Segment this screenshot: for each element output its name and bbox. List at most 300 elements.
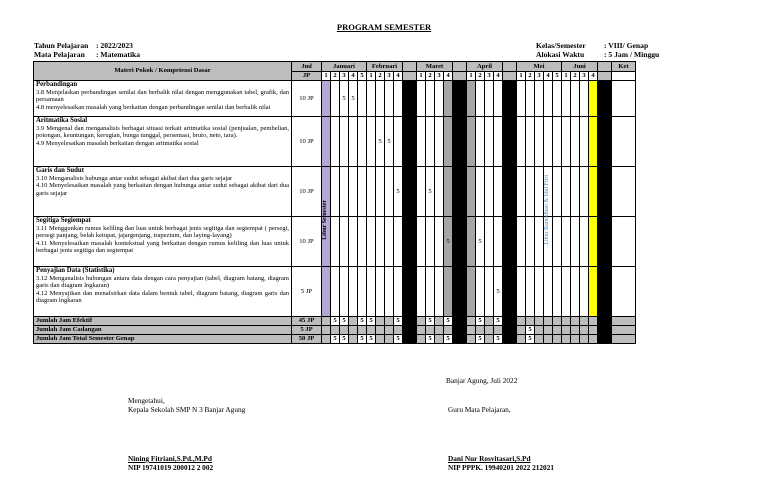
total-week-cell	[535, 317, 544, 326]
week-cell	[444, 81, 453, 117]
week-cell	[417, 117, 426, 167]
week-number: 1	[562, 72, 571, 81]
separator-cell	[403, 326, 417, 335]
total-week-cell	[544, 317, 553, 326]
week-cell	[394, 217, 403, 267]
week-number: 4	[494, 72, 503, 81]
week-cell: 5	[376, 117, 385, 167]
total-week-cell: 5	[394, 317, 403, 326]
total-week-cell	[467, 317, 476, 326]
week-cell: 5	[426, 167, 435, 217]
week-cell	[589, 81, 598, 117]
ket-cell	[612, 167, 636, 217]
week-cell	[535, 267, 544, 317]
total-week-cell	[417, 317, 426, 326]
col-jml-header: Jml	[292, 62, 322, 72]
total-week-cell	[476, 326, 485, 335]
mengetahui-text: Mengetahui,	[128, 396, 165, 405]
total-week-cell	[562, 317, 571, 326]
week-cell	[349, 267, 358, 317]
week-cell	[367, 167, 376, 217]
kompetensi-dasar: 3.12 Menganalisis hubungan antara data dengan cara penyajian (tabel, diagram batang, diagram garis dan diagram lngkaran)	[36, 274, 289, 290]
week-number: 4	[444, 72, 453, 81]
total-week-cell	[589, 335, 598, 344]
week-cell	[476, 117, 485, 167]
header-right	[536, 42, 659, 59]
separator-cell	[598, 217, 612, 267]
week-number: 2	[376, 72, 385, 81]
week-number: 1	[367, 72, 376, 81]
week-cell	[589, 117, 598, 167]
separator-cell	[453, 267, 467, 317]
total-week-cell	[571, 317, 580, 326]
week-number: 3	[385, 72, 394, 81]
week-cell	[358, 217, 367, 267]
kompetensi-dasar: 4.9 Menyelesaikan masalah berkaitan dengan aritmatika sosial	[36, 139, 199, 147]
total-week-cell	[394, 326, 403, 335]
total-label: Jumlah Jam Cadangan	[34, 326, 292, 335]
week-cell	[580, 117, 589, 167]
week-number: 2	[331, 72, 340, 81]
week-number: 3	[435, 72, 444, 81]
week-cell	[589, 217, 598, 267]
week-number: 1	[322, 72, 331, 81]
kelas-label: Kelas/Semester	[536, 41, 586, 50]
kompetensi-dasar: 4.8 menyelesaikan masalah yang berkaitan dengan perbandingan senilai dan berbalik nilai	[36, 103, 271, 111]
ket-cell	[612, 117, 636, 167]
week-cell	[426, 117, 435, 167]
week-cell	[589, 267, 598, 317]
total-row	[34, 326, 636, 335]
total-jp: 5 JP	[292, 326, 322, 335]
ket-cell	[612, 217, 636, 267]
total-week-cell	[485, 326, 494, 335]
total-week-cell: 5	[526, 326, 535, 335]
total-week-cell: 5	[367, 317, 376, 326]
week-cell	[417, 167, 426, 217]
jp-cell: 10 JP	[292, 117, 322, 167]
week-cell: 5	[340, 81, 349, 117]
week-cell	[517, 117, 526, 167]
separator-cell	[503, 72, 517, 81]
total-label: Jumlah Jam Efektif	[34, 317, 292, 326]
total-week-cell	[385, 335, 394, 344]
total-week-cell	[417, 335, 426, 344]
week-cell	[526, 267, 535, 317]
week-cell	[571, 267, 580, 317]
separator-cell	[503, 317, 517, 326]
total-week-cell	[367, 326, 376, 335]
week-cell	[517, 267, 526, 317]
total-week-cell	[553, 317, 562, 326]
week-cell	[385, 167, 394, 217]
total-week-cell	[580, 317, 589, 326]
separator-cell	[598, 335, 612, 344]
total-week-cell	[417, 326, 426, 335]
week-cell	[358, 267, 367, 317]
separator-cell	[598, 167, 612, 217]
jp-cell: 5 JP	[292, 267, 322, 317]
week-number: 1	[467, 72, 476, 81]
week-cell	[367, 81, 376, 117]
total-week-cell	[517, 317, 526, 326]
week-cell	[417, 217, 426, 267]
week-cell	[394, 267, 403, 317]
kompetensi-dasar: 3.8 Menjelaskan perbandingan senilai dan berbalik nilai dengan menggunakan tabel, grafik, dan persamaan	[36, 88, 289, 104]
week-cell	[553, 217, 562, 267]
table-row	[34, 81, 636, 117]
separator-cell	[503, 217, 517, 267]
total-week-cell	[517, 335, 526, 344]
materi-title: Segitiga Segiempat	[36, 217, 91, 224]
total-week-cell: 5	[426, 317, 435, 326]
week-cell	[580, 167, 589, 217]
total-row	[34, 335, 636, 344]
week-cell	[340, 167, 349, 217]
week-cell	[476, 267, 485, 317]
week-cell	[385, 217, 394, 267]
separator-cell	[598, 317, 612, 326]
kompetensi-dasar: 3.11 Menggunkan rumus keliling dan luas untuk berbagai jenis segitiga dan segiempat ( persegi, persegi panjang, belah ketupat, jajargenjang, trapezium, dan laying-layang)	[36, 224, 289, 240]
week-cell	[340, 217, 349, 267]
separator-cell	[503, 117, 517, 167]
week-cell	[589, 167, 598, 217]
week-cell	[476, 81, 485, 117]
table-row	[34, 117, 636, 167]
total-jp: 50 JP	[292, 335, 322, 344]
week-cell	[376, 267, 385, 317]
week-cell	[376, 217, 385, 267]
total-week-cell	[467, 335, 476, 344]
week-cell	[544, 117, 553, 167]
week-cell	[526, 81, 535, 117]
week-cell	[535, 81, 544, 117]
total-week-cell	[358, 326, 367, 335]
mapel-value: : Matematika	[96, 49, 141, 59]
week-cell	[467, 267, 476, 317]
kompetensi-dasar: 4.11 Menyelesaikan masalah kontekstual yang berkaitan dengan rumus keliling dan luas untuk berbagai jenis segitiga dan segiempat	[36, 239, 289, 255]
total-week-cell: 5	[476, 335, 485, 344]
total-week-cell: 5	[358, 317, 367, 326]
materi-cell	[34, 81, 292, 117]
materi-title: Penyajian Data (Statistika)	[36, 267, 115, 274]
week-cell	[367, 117, 376, 167]
total-week-cell	[426, 326, 435, 335]
total-week-cell	[331, 326, 340, 335]
week-number: 5	[553, 72, 562, 81]
week-cell	[358, 167, 367, 217]
week-cell	[517, 217, 526, 267]
separator-cell	[598, 267, 612, 317]
total-week-cell	[485, 317, 494, 326]
kepala-name: Nining Fitriani,S.Pd.,M.Pd	[128, 454, 212, 463]
total-week-cell	[535, 326, 544, 335]
week-cell	[331, 81, 340, 117]
week-cell	[476, 167, 485, 217]
week-cell	[485, 81, 494, 117]
total-week-cell	[322, 335, 331, 344]
guru-title: Guru Mata Pelajaran,	[448, 405, 511, 414]
week-cell	[358, 81, 367, 117]
week-number: 2	[476, 72, 485, 81]
separator-cell	[403, 267, 417, 317]
separator-cell	[453, 117, 467, 167]
week-cell	[331, 217, 340, 267]
total-week-cell: 5	[494, 335, 503, 344]
week-cell	[367, 217, 376, 267]
separator-cell	[453, 335, 467, 344]
month-juni: Juni	[562, 62, 598, 72]
week-cell	[535, 167, 544, 217]
week-cell	[517, 81, 526, 117]
week-cell	[340, 117, 349, 167]
total-week-cell	[376, 326, 385, 335]
week-cell	[417, 81, 426, 117]
libur-semester-label: Libur Semester	[322, 200, 328, 240]
separator-cell	[403, 62, 417, 72]
week-cell	[562, 167, 571, 217]
total-week-cell: 5	[426, 335, 435, 344]
week-cell	[562, 267, 571, 317]
week-cell	[494, 117, 503, 167]
separator-cell	[453, 72, 467, 81]
week-cell	[435, 217, 444, 267]
jp-cell: 10 JP	[292, 81, 322, 117]
total-week-cell	[589, 317, 598, 326]
total-week-cell	[385, 317, 394, 326]
separator-cell	[403, 167, 417, 217]
week-number: 2	[426, 72, 435, 81]
week-number: 5	[358, 72, 367, 81]
week-cell	[580, 217, 589, 267]
alokasi-value: : 5 Jam / Minggu	[604, 49, 660, 59]
month-januari: Januari	[322, 62, 367, 72]
week-cell	[444, 117, 453, 167]
total-week-cell	[571, 326, 580, 335]
kompetensi-dasar: 3.9 Mengenal dan menganalisis berbagai situasi terkait aritmatika sosial (penjualan, pembelian, potongan, keuntungan, kerugian, bunga tunggal, persentasi, bruto, neto, tara).	[36, 124, 289, 140]
separator-cell	[403, 117, 417, 167]
total-week-cell	[535, 335, 544, 344]
week-cell	[435, 267, 444, 317]
week-cell	[322, 81, 331, 117]
total-week-cell: 5	[367, 335, 376, 344]
separator-cell	[503, 326, 517, 335]
week-cell	[517, 167, 526, 217]
total-week-cell: 5	[494, 317, 503, 326]
page-title: PROGRAM SEMESTER	[336, 22, 432, 32]
col-materi-header: Materi Pokok / Kompetensi Dasar	[34, 62, 292, 81]
col-ket-header: Ket	[612, 62, 636, 72]
week-number: 3	[535, 72, 544, 81]
separator-cell	[453, 62, 467, 72]
month-april: April	[467, 62, 503, 72]
materi-cell	[34, 117, 292, 167]
week-number: 3	[485, 72, 494, 81]
kompetensi-dasar: 4.12 Menyajikan dan menafsirkan data dalam bentuk tabel, diagram batang, diagram garis dan diagram lngkaran	[36, 289, 289, 305]
total-week-cell: 5	[340, 335, 349, 344]
week-cell	[544, 267, 553, 317]
separator-cell	[598, 62, 612, 72]
week-cell	[580, 267, 589, 317]
total-week-cell	[544, 326, 553, 335]
week-cell	[467, 117, 476, 167]
week-cell	[349, 217, 358, 267]
week-cell	[435, 167, 444, 217]
week-cell	[358, 117, 367, 167]
week-cell	[426, 217, 435, 267]
total-week-cell	[322, 317, 331, 326]
separator-cell	[503, 81, 517, 117]
week-cell	[494, 81, 503, 117]
total-week-cell: 5	[358, 335, 367, 344]
total-week-cell	[562, 326, 571, 335]
kepala-title: Kepala Sekolah SMP N 3 Banjar Agung	[128, 405, 246, 414]
materi-cell	[34, 267, 292, 317]
separator-cell	[453, 317, 467, 326]
separator-cell	[503, 167, 517, 217]
week-cell	[417, 267, 426, 317]
materi-cell	[34, 167, 292, 217]
total-week-cell	[612, 326, 636, 335]
week-cell	[571, 117, 580, 167]
week-number: 3	[340, 72, 349, 81]
week-cell: 5	[494, 267, 503, 317]
week-cell	[526, 117, 535, 167]
materi-cell	[34, 217, 292, 267]
week-cell	[562, 81, 571, 117]
jp-cell: 10 JP	[292, 167, 322, 217]
week-cell	[394, 117, 403, 167]
guru-name: Dani Nur Rosvitasari,S.Pd	[448, 454, 531, 463]
total-week-cell	[612, 317, 636, 326]
mapel-label: Mata Pelajaran	[34, 49, 85, 59]
total-week-cell	[340, 326, 349, 335]
total-week-cell	[322, 326, 331, 335]
week-cell	[385, 267, 394, 317]
week-cell	[562, 117, 571, 167]
table-row	[34, 267, 636, 317]
week-cell	[553, 267, 562, 317]
uts-label: UTS	[403, 218, 409, 230]
week-number: 3	[580, 72, 589, 81]
separator-cell	[453, 81, 467, 117]
total-week-cell	[349, 326, 358, 335]
week-cell	[571, 81, 580, 117]
separator-cell	[453, 167, 467, 217]
kompetensi-dasar: 4.10 Menyelesaikan masalah yang berkaitan dengan hubunga antar sudut sebagai akibat dari dua garis sejajar	[36, 182, 289, 197]
week-cell	[467, 217, 476, 267]
ket-cell	[612, 81, 636, 117]
week-cell	[562, 217, 571, 267]
week-cell	[485, 117, 494, 167]
week-cell: 5	[349, 81, 358, 117]
total-week-cell	[580, 326, 589, 335]
week-cell: 5	[444, 217, 453, 267]
total-week-cell	[517, 326, 526, 335]
ket-cell	[612, 267, 636, 317]
week-cell	[535, 117, 544, 167]
week-cell	[385, 81, 394, 117]
week-cell	[444, 167, 453, 217]
week-number: 2	[571, 72, 580, 81]
week-cell: 5	[476, 217, 485, 267]
separator-cell	[403, 72, 417, 81]
total-week-cell	[544, 335, 553, 344]
total-jp: 45 JP	[292, 317, 322, 326]
week-number: 2	[526, 72, 535, 81]
materi-title: Aritmatika Sosial	[36, 117, 88, 124]
kelas-value: : VIII/ Genap	[604, 41, 649, 50]
separator-cell	[403, 81, 417, 117]
week-cell: 5	[385, 117, 394, 167]
total-week-cell	[553, 335, 562, 344]
total-week-cell	[562, 335, 571, 344]
month-februari: Februari	[367, 62, 403, 72]
week-cell	[376, 167, 385, 217]
total-week-cell	[376, 317, 385, 326]
kompetensi-dasar: 3.10 Menganalisis hubunga antar sudut sebagai akibat dari dua garis sejajar	[36, 174, 233, 182]
week-cell	[580, 81, 589, 117]
week-cell	[435, 117, 444, 167]
week-cell	[485, 267, 494, 317]
ket-cell	[612, 72, 636, 81]
week-cell	[485, 217, 494, 267]
total-week-cell	[612, 335, 636, 344]
week-cell	[526, 217, 535, 267]
week-cell	[426, 267, 435, 317]
header-left	[34, 42, 140, 59]
week-cell	[444, 267, 453, 317]
total-week-cell	[435, 326, 444, 335]
total-week-cell	[571, 335, 580, 344]
col-jp-header: JP	[292, 72, 322, 81]
place-date: Banjar Agung, Juli 2022	[446, 376, 518, 385]
week-cell	[367, 267, 376, 317]
week-cell: 5	[394, 167, 403, 217]
separator-cell	[503, 267, 517, 317]
tahun-value: : 2022/2023	[96, 41, 133, 50]
week-cell	[331, 167, 340, 217]
total-week-cell: 5	[444, 335, 453, 344]
separator-cell	[598, 326, 612, 335]
week-cell	[340, 267, 349, 317]
week-cell	[571, 217, 580, 267]
week-cell	[349, 167, 358, 217]
total-row	[34, 317, 636, 326]
week-number: 4	[394, 72, 403, 81]
kepala-nip: NIP 19741019 200012 2 002	[128, 463, 214, 472]
total-week-cell	[494, 326, 503, 335]
total-week-cell	[526, 317, 535, 326]
separator-cell	[598, 117, 612, 167]
total-week-cell	[485, 335, 494, 344]
separator-cell	[453, 217, 467, 267]
total-week-cell	[435, 317, 444, 326]
total-week-cell	[349, 335, 358, 344]
week-cell	[394, 81, 403, 117]
week-cell	[494, 167, 503, 217]
materi-title: Perbandingan	[36, 81, 78, 88]
separator-cell	[453, 326, 467, 335]
total-week-cell	[467, 326, 476, 335]
total-week-cell	[376, 335, 385, 344]
total-week-cell	[435, 335, 444, 344]
week-cell	[544, 81, 553, 117]
alokasi-label: Alokasi Waktu	[536, 49, 585, 59]
week-cell	[426, 81, 435, 117]
total-week-cell: 5	[331, 335, 340, 344]
total-week-cell	[444, 326, 453, 335]
